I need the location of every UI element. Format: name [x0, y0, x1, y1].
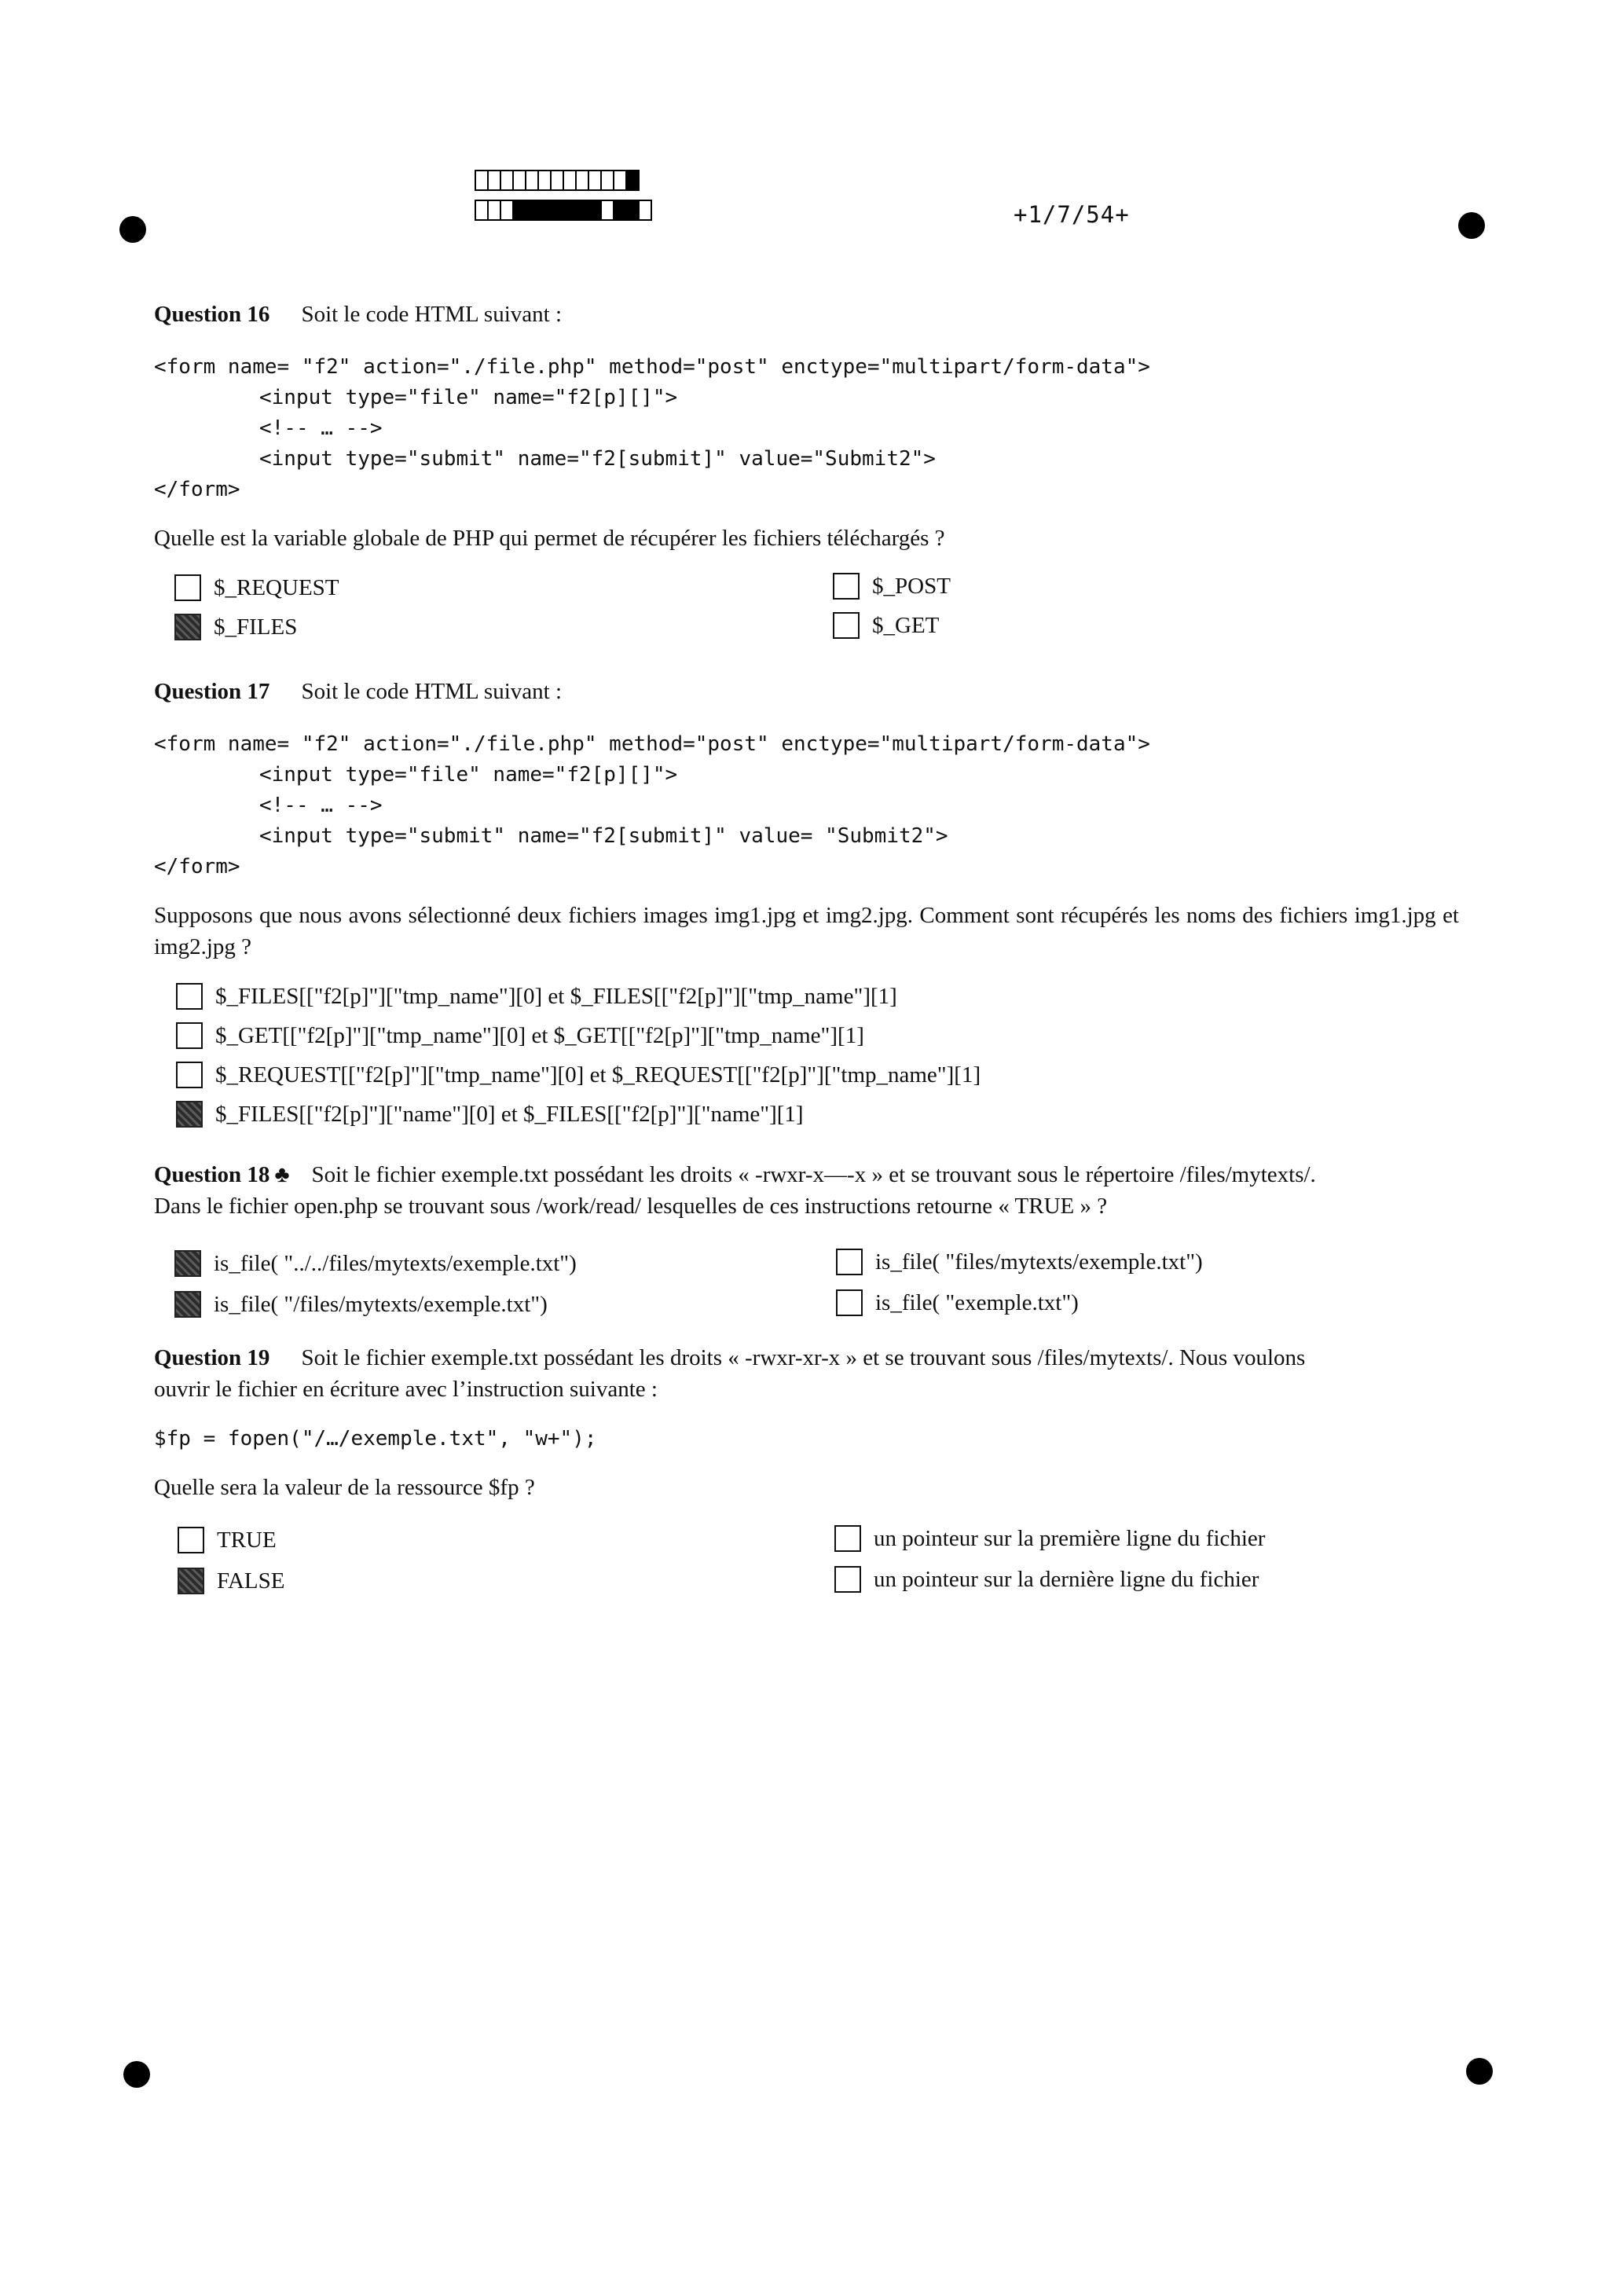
- choice-label: is_file( "../../files/mytexts/exemple.txt"): [214, 1250, 577, 1276]
- checkbox[interactable]: [178, 1568, 204, 1594]
- choice-label: FALSE: [217, 1568, 285, 1594]
- choice-label: un pointeur sur la dernière ligne du fichier: [874, 1566, 1259, 1592]
- question-17-intro: Soit le code HTML suivant :: [301, 679, 563, 704]
- registration-mark-bottom-right: [1466, 2058, 1493, 2085]
- choice-first-line-pointer[interactable]: [834, 1525, 1265, 1552]
- question-18-label: Question 18: [154, 1162, 270, 1187]
- checkbox[interactable]: [836, 1249, 863, 1275]
- question-17-label: Question 17: [154, 679, 270, 704]
- choice-files-path[interactable]: [836, 1249, 1203, 1275]
- grid-cell: [638, 200, 652, 221]
- question-16-choices: [154, 568, 1459, 647]
- checkbox[interactable]: [176, 1062, 203, 1088]
- code-line: </form>: [154, 855, 240, 878]
- checkbox[interactable]: [174, 614, 201, 640]
- choice-label: $_GET: [872, 612, 940, 638]
- choice-label: un pointeur sur la première ligne du fichier: [874, 1525, 1266, 1551]
- checkbox[interactable]: [833, 573, 860, 600]
- question-17-code: [154, 729, 1459, 882]
- checkbox[interactable]: [833, 612, 860, 639]
- grid-cell: [625, 170, 640, 191]
- choice-files-name[interactable]: [176, 1101, 804, 1128]
- choice-files[interactable]: [174, 614, 297, 640]
- code-line: <form name= "f2" action="./file.php" method="post" enctype="multipart/form-data">: [154, 355, 1150, 379]
- question-19-text: Quelle sera la valeur de la ressource $fp ?: [154, 1475, 535, 1500]
- club-icon: ♣: [274, 1162, 290, 1187]
- question-18-line2: Dans le fichier open.php se trouvant sous /work/read/ lesquelles de ces instructions retourne « TRUE » ?: [154, 1194, 1108, 1219]
- question-19-choices: [154, 1524, 1459, 1602]
- choice-files-tmp-name[interactable]: [176, 983, 897, 1010]
- choice-get-tmp-name[interactable]: [176, 1022, 864, 1049]
- question-16-text: Quelle est la variable globale de PHP qui permet de récupérer les fichiers téléchargés ?: [154, 526, 945, 551]
- question-19-label: Question 19: [154, 1345, 270, 1370]
- page-code: +1/7/54+: [1014, 201, 1130, 228]
- choice-request[interactable]: [174, 574, 339, 601]
- choice-get[interactable]: [833, 612, 939, 639]
- checkbox[interactable]: [836, 1289, 863, 1316]
- question-17-header: [154, 676, 1459, 707]
- question-19-line1: Soit le fichier exemple.txt possédant les droits « -rwxr-xr-x » et se trouvant sous /files/mytexts/. Nous voulons: [301, 1345, 1306, 1370]
- question-19: [154, 1342, 1459, 1602]
- code-line: <input type="submit" name="f2[submit]" value="Submit2">: [259, 447, 936, 471]
- question-16-header: [154, 299, 1459, 330]
- choice-label: is_file( "/files/mytexts/exemple.txt"): [214, 1291, 548, 1317]
- registration-mark-top-right: [1458, 212, 1485, 239]
- question-17-choices: [154, 977, 1459, 1142]
- checkbox[interactable]: [176, 983, 203, 1010]
- code-line: </form>: [154, 478, 240, 501]
- choice-last-line-pointer[interactable]: [834, 1566, 1259, 1593]
- choice-label: is_file( "exemple.txt"): [875, 1289, 1079, 1315]
- choice-label: $_POST: [872, 573, 951, 599]
- question-16-code: [154, 352, 1459, 505]
- choice-absolute-path[interactable]: [174, 1291, 548, 1318]
- checkbox[interactable]: [178, 1527, 204, 1553]
- code-line: <!-- … -->: [259, 794, 383, 817]
- choice-filename-only[interactable]: [836, 1289, 1079, 1316]
- registration-mark-bottom-left: [123, 2061, 150, 2088]
- code-line: <input type="file" name="f2[p][]">: [259, 763, 678, 787]
- question-18-choices: [154, 1245, 1459, 1324]
- code-line: <!-- … -->: [259, 416, 383, 440]
- choice-request-tmp-name[interactable]: [176, 1062, 981, 1088]
- choice-label: $_FILES[["f2[p]"]["name"][0] et $_FILES[["f2[p]"]["name"][1]: [215, 1101, 804, 1127]
- choice-label: $_GET[["f2[p]"]["tmp_name"][0] et $_GET[["f2[p]"]["tmp_name"][1]: [215, 1022, 864, 1048]
- checkbox[interactable]: [834, 1525, 861, 1552]
- choice-relative-path[interactable]: [174, 1250, 577, 1277]
- question-18-line1: Soit le fichier exemple.txt possédant les droits « -rwxr-x—-x » et se trouvant sous le répertoire /files/mytexts/.: [311, 1162, 1316, 1187]
- checkbox[interactable]: [176, 1101, 203, 1128]
- question-19-header: [154, 1342, 1459, 1374]
- id-grid-bottom: [475, 200, 651, 221]
- choice-true[interactable]: [178, 1527, 277, 1553]
- question-16: [154, 299, 1459, 647]
- question-19-line2: ouvrir le fichier en écriture avec l’instruction suivante :: [154, 1377, 658, 1402]
- question-17: [154, 676, 1459, 1142]
- question-19-code: $fp = fopen("/…/exemple.txt", "w+");: [154, 1427, 597, 1451]
- checkbox[interactable]: [174, 574, 201, 601]
- checkbox[interactable]: [174, 1291, 201, 1318]
- choice-post[interactable]: [833, 573, 951, 600]
- question-16-intro: Soit le code HTML suivant :: [301, 302, 563, 327]
- registration-mark-top-left: [119, 216, 146, 243]
- choice-label: $_REQUEST[["f2[p]"]["tmp_name"][0] et $_REQUEST[["f2[p]"]["tmp_name"][1]: [215, 1062, 981, 1087]
- choice-label: $_FILES[["f2[p]"]["tmp_name"][0] et $_FILES[["f2[p]"]["tmp_name"][1]: [215, 983, 897, 1009]
- id-grid-top: [475, 170, 638, 191]
- checkbox[interactable]: [174, 1250, 201, 1277]
- question-18: [154, 1159, 1459, 1324]
- choice-label: is_file( "files/mytexts/exemple.txt"): [875, 1249, 1203, 1275]
- choice-label: $_FILES: [214, 614, 298, 640]
- question-17-text: Supposons que nous avons sélectionné deux fichiers images img1.jpg et img2.jpg. Comment sont récupérés les noms des fichiers img1.jpg et img2.jpg ?: [154, 903, 1459, 959]
- choice-label: TRUE: [217, 1527, 277, 1553]
- checkbox[interactable]: [834, 1566, 861, 1593]
- choice-label: $_REQUEST: [214, 574, 339, 600]
- question-16-label: Question 16: [154, 302, 270, 327]
- question-18-header: [154, 1159, 1459, 1190]
- code-line: <input type="file" name="f2[p][]">: [259, 386, 678, 409]
- code-line: <input type="submit" name="f2[submit]" value= "Submit2">: [259, 824, 948, 848]
- code-line: <form name= "f2" action="./file.php" method="post" enctype="multipart/form-data">: [154, 732, 1150, 756]
- checkbox[interactable]: [176, 1022, 203, 1049]
- choice-false[interactable]: [178, 1568, 284, 1594]
